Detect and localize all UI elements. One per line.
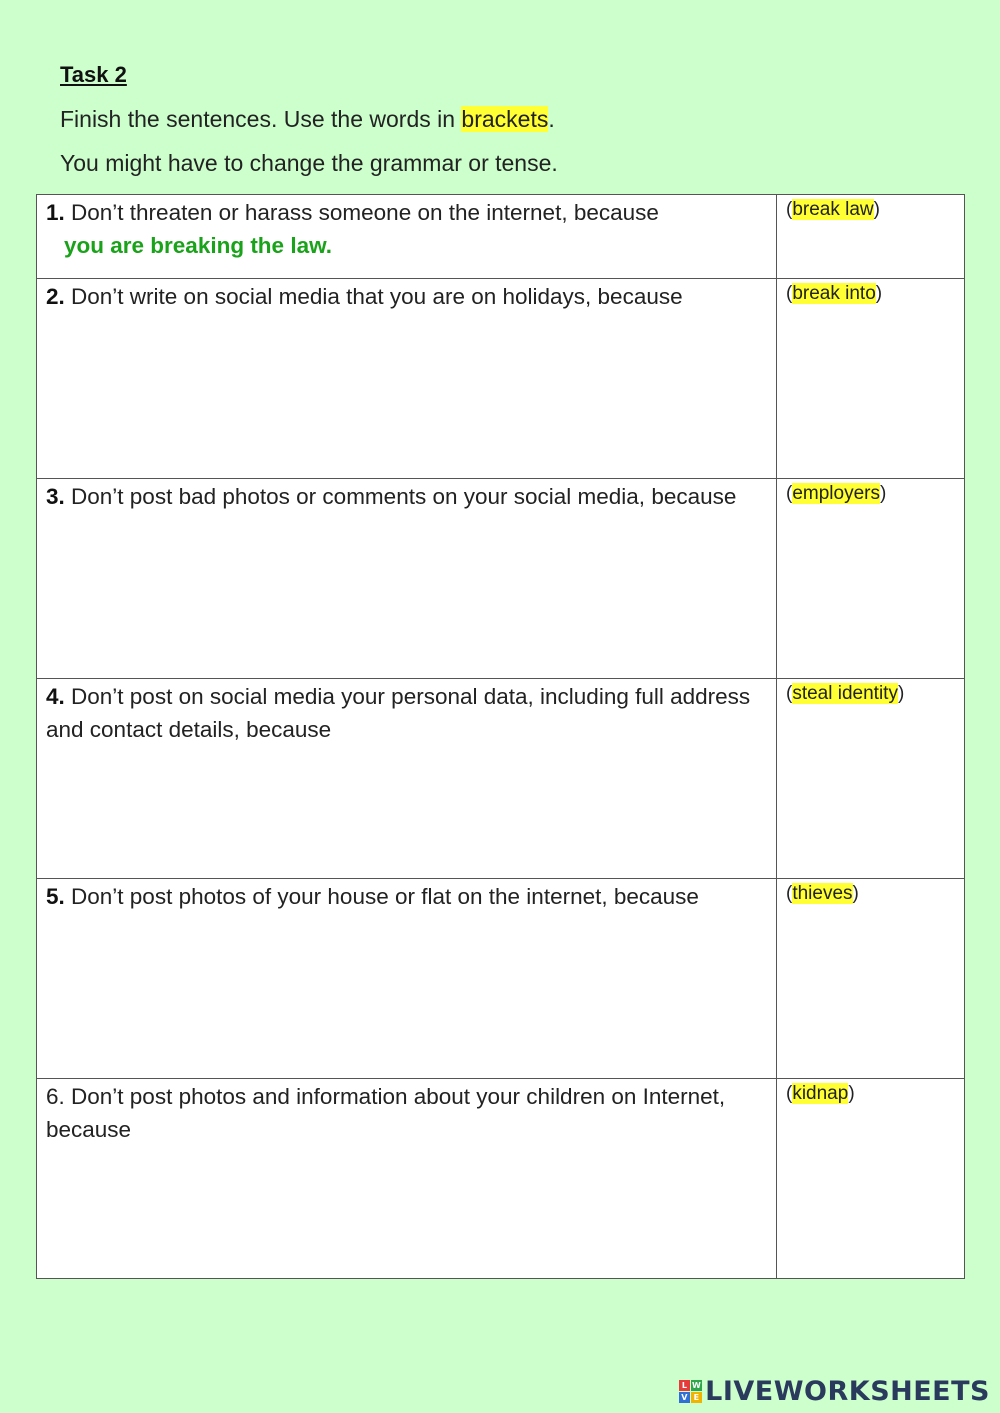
table-row [37, 279, 965, 479]
hint-word: kidnap [792, 1083, 849, 1104]
table-row [37, 879, 965, 1079]
hint-word: thieves [792, 883, 853, 904]
logo-letter: L [679, 1380, 690, 1391]
brackets-highlight: brackets [461, 106, 549, 132]
liveworksheets-brand[interactable] [679, 1376, 990, 1407]
sentence-text: Don’t post bad photos or comments on your social media, because [64, 484, 737, 509]
sentence-cell [37, 195, 777, 279]
liveworksheets-logo-icon [679, 1380, 702, 1403]
instruction-period: . [548, 106, 555, 132]
sentence-text: 6. Don’t post photos and information about your children on Internet, because [46, 1084, 726, 1142]
item-number: 5. [46, 884, 65, 909]
logo-letter: E [691, 1392, 702, 1403]
sentence-cell [37, 679, 777, 879]
sentence-cell [37, 1079, 777, 1279]
item-number: 4. [46, 684, 65, 709]
hint-cell: (thieves) [777, 879, 965, 1079]
sentence-text: Don’t post photos of your house or flat on the internet, because [64, 884, 699, 909]
logo-letter: V [679, 1392, 690, 1403]
table-row [37, 1079, 965, 1279]
instruction-text: Finish the sentences. Use the words in [60, 106, 462, 132]
hint-cell: (break into) [777, 279, 965, 479]
answer-input[interactable]: you are breaking the law. [64, 233, 333, 258]
item-number: 3. [46, 484, 65, 509]
sentence-cell [37, 879, 777, 1079]
instruction-line-1 [60, 106, 555, 133]
table-row [37, 479, 965, 679]
item-number: 1. [46, 200, 65, 225]
hint-word: break into [792, 283, 876, 304]
sentence-cell [37, 479, 777, 679]
task-title: Task 2 [60, 62, 127, 87]
hint-cell: (employers) [777, 479, 965, 679]
instruction-line-2: You might have to change the grammar or tense. [60, 150, 558, 176]
sentence-text: Don’t write on social media that you are on holidays, because [64, 284, 683, 309]
hint-cell: (break law) [777, 195, 965, 279]
exercise-table [36, 194, 965, 1279]
sentence-text: Don’t post on social media your personal data, including full address and contact details, because [46, 684, 751, 742]
item-number: 2. [46, 284, 65, 309]
hint-cell: (kidnap) [777, 1079, 965, 1279]
brand-name: LIVEWORKSHEETS [705, 1376, 990, 1407]
hint-cell: (steal identity) [777, 679, 965, 879]
sentence-text: Don’t threaten or harass someone on the internet, because [64, 200, 659, 225]
logo-letter: W [691, 1381, 702, 1390]
hint-word: steal identity [792, 683, 898, 704]
sentence-cell [37, 279, 777, 479]
table-row [37, 679, 965, 879]
hint-word: break law [792, 199, 874, 220]
table-row [37, 195, 965, 279]
hint-word: employers [792, 483, 880, 504]
